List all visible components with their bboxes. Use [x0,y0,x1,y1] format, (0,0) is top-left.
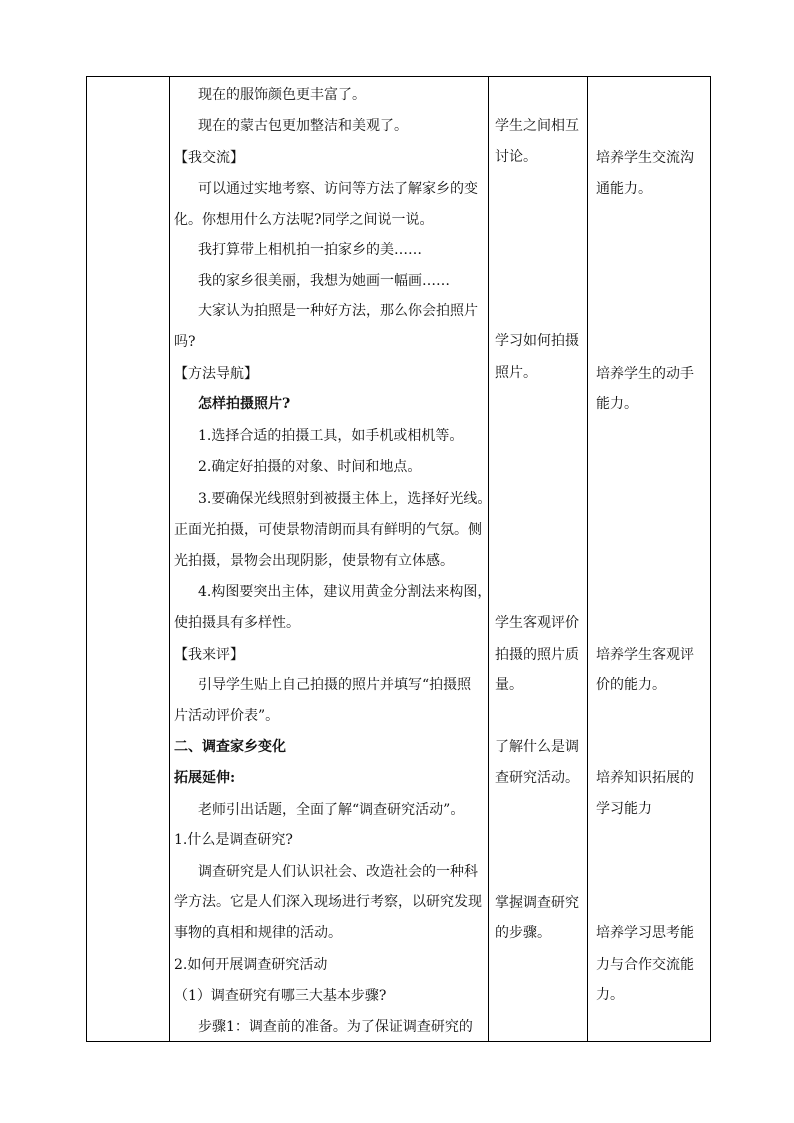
content-line: 拓展延伸: [174,770,236,786]
student-line: 照片。 [495,365,537,381]
content-line: （1）调查研究有哪三大基本步骤? [174,988,387,1004]
student-line: 讨论。 [495,149,537,165]
content-line: 二、调查家乡变化 [174,739,286,755]
student-line: 拍摄的照片质 [495,647,579,663]
content-line: 可以通过实地考察、访问等方法了解家乡的变 [198,181,478,197]
content-line: 引导学生贴上自己拍摄的照片并填写“拍摄照 [198,677,472,693]
content-line: 我的家乡很美丽，我想为她画一幅画…… [198,273,450,289]
content-line: 使拍摄具有多样性。 [174,615,300,631]
content-line: 大家认为拍照是一种好方法，那么你会拍照片 [198,303,478,319]
content-line: 我打算带上相机拍一拍家乡的美…… [198,242,422,258]
content-line: 光拍摄，景物会出现阴影，使景物有立体感。 [174,553,454,569]
content-line: 化。你想用什么方法呢?同学之间说一说。 [174,212,434,228]
intent-line: 力。 [596,987,624,1003]
student-line: 掌握调查研究 [495,895,579,911]
intent-line: 价的能力。 [596,677,666,693]
content-line: 【我交流】 [174,150,244,166]
intent-line: 培养学生客观评 [596,647,694,663]
intent-line: 力与合作交流能 [596,957,694,973]
content-line: 吗? [174,334,196,350]
student-activity-cell [489,77,588,1042]
student-line: 了解什么是调 [495,739,579,755]
student-line: 查研究活动。 [495,770,579,786]
intent-line: 培养学习思考能 [596,925,694,941]
stage-cell [87,77,170,1042]
content-line: 现在的蒙古包更加整洁和美观了。 [198,118,408,134]
content-line: 【我来评】 [174,647,244,663]
intent-line: 培养学生交流沟 [596,150,694,166]
content-line: 1.什么是调查研究? [174,832,293,848]
student-line: 的步骤。 [495,925,551,941]
content-line: 2.如何开展调查研究活动 [174,957,328,973]
intent-line: 培养学生的动手 [596,366,694,382]
content-line: 调查研究是人们认识社会、改造社会的一种科 [198,864,478,880]
student-line: 量。 [495,677,523,693]
intent-line: 通能力。 [596,181,652,197]
content-line: 3.要确保光线照射到被摄主体上，选择好光线。 [198,491,492,507]
lesson-plan-table [86,76,711,1042]
student-line: 学生客观评价 [495,615,579,631]
content-line: 片活动评价表”。 [174,708,280,724]
content-line: 事物的真相和规律的活动。 [174,925,342,941]
intent-line: 学习能力 [596,801,652,817]
content-line: 1.选择合适的拍摄工具，如手机或相机等。 [198,428,464,444]
student-line: 学生之间相互 [495,118,579,134]
table-row [87,77,711,1042]
content-line: 2.确定好拍摄的对象、时间和地点。 [198,459,422,475]
content-line: 4.构图要突出主体，建议用黄金分割法来构图， [198,584,492,600]
design-intent-cell [588,77,711,1042]
content-line: 现在的服饰颜色更丰富了。 [198,87,366,103]
content-line: 怎样拍摄照片? [198,396,291,412]
intent-line: 培养知识拓展的 [596,770,694,786]
teaching-content-cell [170,77,492,1042]
content-line: 【方法导航】 [174,366,258,382]
student-line: 学习如何拍摄 [495,333,579,349]
intent-line: 能力。 [596,396,638,412]
content-line: 学方法。它是人们深入现场进行考察，以研究发现 [174,894,482,910]
content-line: 正面光拍摄，可使景物清朗而具有鲜明的气氛。侧 [174,522,482,538]
content-line: 老师引出话题，全面了解“调查研究活动”。 [198,802,465,818]
content-line: 步骤1：调查前的准备。为了保证调查研究的 [198,1019,473,1035]
